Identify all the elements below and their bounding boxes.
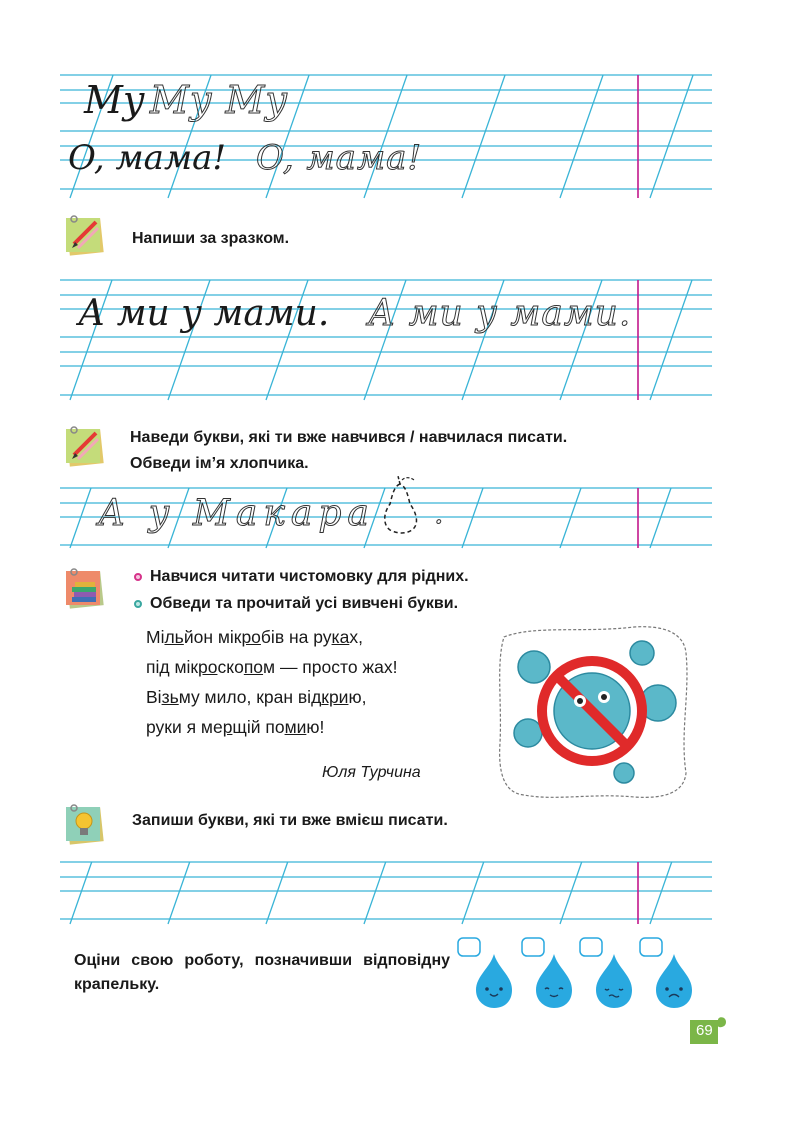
poem-text: Мі bbox=[146, 627, 165, 647]
poem-author: Юля Турчина bbox=[322, 764, 421, 781]
slant-line bbox=[650, 280, 692, 400]
slant-line bbox=[650, 75, 693, 198]
poem-text: бів на ру bbox=[260, 627, 332, 647]
neutral-drop-icon[interactable] bbox=[580, 938, 632, 1008]
slant-line bbox=[650, 862, 672, 924]
underlined-letters[interactable]: р bbox=[222, 717, 233, 737]
poem-text: му мило, кран від bbox=[178, 687, 322, 707]
slant-line bbox=[70, 488, 91, 548]
slant-line bbox=[168, 862, 190, 924]
handwriting-sample-a-my-u-mamy: А ми у мами. bbox=[78, 293, 330, 334]
handwriting-sample-my: My bbox=[84, 78, 145, 122]
underlined-letters[interactable]: ро bbox=[198, 657, 218, 677]
books-icon bbox=[62, 567, 108, 611]
slant-line bbox=[462, 488, 483, 548]
poem-text: щій по bbox=[232, 717, 285, 737]
task-instruction-line-1: Наведи букви, які ти вже навчився / навчилася писати. bbox=[130, 429, 568, 446]
poem-text: х, bbox=[349, 627, 363, 647]
task-instruction: Запиши букви, які ти вже вмієш писати. bbox=[132, 812, 448, 829]
poem-text: ско bbox=[217, 657, 244, 677]
underlined-letters[interactable]: ми bbox=[284, 717, 307, 737]
task-instruction: Напиши за зразком. bbox=[132, 230, 290, 247]
task-instruction-line-2: Обведи ім’я хлопчика. bbox=[130, 455, 309, 472]
pear-icon bbox=[376, 474, 424, 534]
underlined-letters[interactable]: кри bbox=[321, 687, 349, 707]
underlined-letters[interactable]: ль bbox=[164, 627, 184, 647]
slant-line bbox=[560, 862, 582, 924]
trace-dot: . bbox=[434, 496, 445, 531]
page-number bbox=[688, 1016, 728, 1046]
sad-drop-icon[interactable] bbox=[640, 938, 692, 1008]
poem-text: руки я ме bbox=[146, 717, 223, 737]
trace-text-o-mama[interactable]: O, мама! bbox=[256, 138, 423, 178]
poem-line-3 bbox=[146, 682, 397, 712]
pencil-note-icon bbox=[62, 425, 108, 469]
poem-text: м — просто жах! bbox=[263, 657, 398, 677]
slant-line bbox=[462, 75, 505, 198]
handwriting-sample-o-mama: O, мама! bbox=[68, 138, 227, 178]
bullet-text-2: Обведи та прочитай усі вивчені букви. bbox=[150, 595, 459, 612]
underlined-letters[interactable]: ка bbox=[331, 627, 350, 647]
trace-text-a-u-makara[interactable]: А у Макара bbox=[98, 493, 375, 534]
poem-text: під мік bbox=[146, 657, 199, 677]
poem-line-2 bbox=[146, 652, 397, 682]
slant-line bbox=[560, 75, 603, 198]
virus-prohibited-icon bbox=[494, 623, 690, 801]
bullet-item-1 bbox=[134, 568, 469, 586]
happy-drop-icon[interactable] bbox=[458, 938, 512, 1008]
bullet-text-1: Навчися читати чистомовку для рідних. bbox=[150, 568, 469, 585]
teal-bullet-icon bbox=[134, 600, 142, 608]
poem-text: Ві bbox=[146, 687, 162, 707]
slant-line bbox=[364, 862, 386, 924]
slant-line bbox=[364, 75, 407, 198]
trace-text-my[interactable]: My My bbox=[150, 78, 288, 122]
drops-rating bbox=[456, 936, 706, 1012]
trace-text-a-my-u-mamy[interactable]: А ми у мами. bbox=[368, 293, 632, 334]
slant-line bbox=[462, 862, 484, 924]
slant-line bbox=[70, 862, 92, 924]
pink-bullet-icon bbox=[134, 573, 142, 581]
underlined-letters[interactable]: зь bbox=[161, 687, 179, 707]
lightbulb-icon bbox=[62, 803, 108, 847]
poem-line-4 bbox=[146, 712, 397, 742]
content-drop-icon[interactable] bbox=[522, 938, 572, 1008]
assessment-text: Оціни свою роботу, позначивши відповідну крапельку. bbox=[74, 952, 450, 993]
slant-line bbox=[650, 488, 671, 548]
slant-line bbox=[560, 488, 581, 548]
slant-line bbox=[266, 862, 288, 924]
page-number-text: 69 bbox=[696, 1022, 713, 1039]
poem-line-1 bbox=[146, 622, 397, 652]
underlined-letters[interactable]: по bbox=[243, 657, 264, 677]
poem-text: ю, bbox=[348, 687, 367, 707]
poem-text: ю! bbox=[306, 717, 325, 737]
pencil-note-icon bbox=[62, 214, 108, 258]
bullet-item-2 bbox=[134, 595, 458, 613]
poem-text: йон мік bbox=[183, 627, 242, 647]
poem bbox=[146, 622, 397, 742]
underlined-letters[interactable]: ро bbox=[241, 627, 261, 647]
